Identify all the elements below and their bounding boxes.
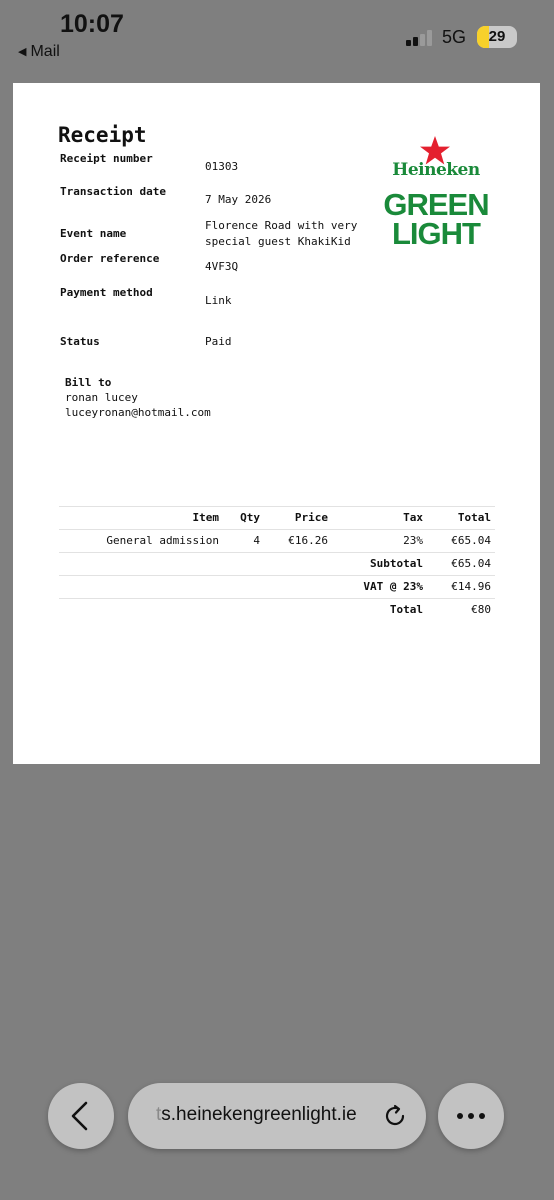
table-row [59,529,495,552]
receipt-document [13,83,540,764]
header-qty: Qty [240,511,260,524]
header-price: Price [294,511,328,524]
field-value-event-name: Florence Road with very special guest KhakiKid [205,219,358,248]
header-total: Total [457,511,491,524]
ellipsis-icon [438,1083,504,1149]
field-label-status: Status [60,335,100,348]
clock: 10:07 [60,10,124,38]
row-item: General admission [106,534,219,547]
header-item: Item [192,511,219,524]
row-qty: 4 [253,534,260,547]
field-label-transaction-date: Transaction date [60,185,166,198]
field-value-receipt-number: 01303 [205,160,239,173]
total-label: Total [389,603,423,616]
back-button[interactable] [48,1083,114,1149]
row-tax: 23% [403,534,423,547]
field-label-order-reference: Order reference [60,252,160,265]
field-label-payment-method: Payment method [60,286,153,299]
receipt-title: Receipt [58,123,147,147]
reload-icon[interactable] [382,1103,408,1129]
heineken-wordmark: Heineken [392,160,480,180]
url-text [156,1104,357,1126]
vat-value: €14.96 [451,580,491,593]
items-table [59,506,495,621]
vat-row [59,575,495,598]
heineken-green-light-logo [381,135,491,253]
subtotal-value: €65.04 [451,557,491,570]
vat-label: VAT @ 23% [363,580,423,593]
cellular-signal-icon [406,30,434,46]
logo-line-light: LIGHT [392,216,480,251]
status-bar [0,0,554,70]
field-value-status: Paid [205,335,232,348]
field-value-payment-method: Link [205,294,232,307]
header-tax: Tax [403,511,423,524]
table-header-row [59,506,495,529]
total-value: €80 [471,603,491,616]
bill-to-name: ronan lucey [65,391,138,404]
subtotal-label: Subtotal [370,557,423,570]
back-app-label: Mail [30,43,60,60]
bill-to-email: luceyronan@hotmail.com [65,406,211,419]
logo-line-green: GREEN [383,187,489,222]
back-to-mail-link[interactable] [18,43,60,61]
field-label-receipt-number: Receipt number [60,152,153,165]
total-row [59,598,495,621]
row-price: €16.26 [288,534,328,547]
field-value-order-reference: 4VF3Q [205,260,239,273]
network-type: 5G [442,27,467,47]
back-arrow-icon: ◀ [18,46,27,58]
chevron-left-icon [48,1083,114,1149]
battery-percent: 29 [488,28,506,45]
more-options-button[interactable] [438,1083,504,1149]
field-label-event-name: Event name [60,227,127,240]
bill-to-label: Bill to [65,376,112,389]
url-faded-prefix: t [156,1104,162,1125]
field-value-transaction-date: 7 May 2026 [205,193,272,206]
address-bar[interactable] [128,1083,426,1149]
url-domain: s.heinekengreenlight.ie [161,1104,357,1125]
row-total: €65.04 [451,534,491,547]
subtotal-row [59,552,495,575]
battery-icon [477,26,517,48]
